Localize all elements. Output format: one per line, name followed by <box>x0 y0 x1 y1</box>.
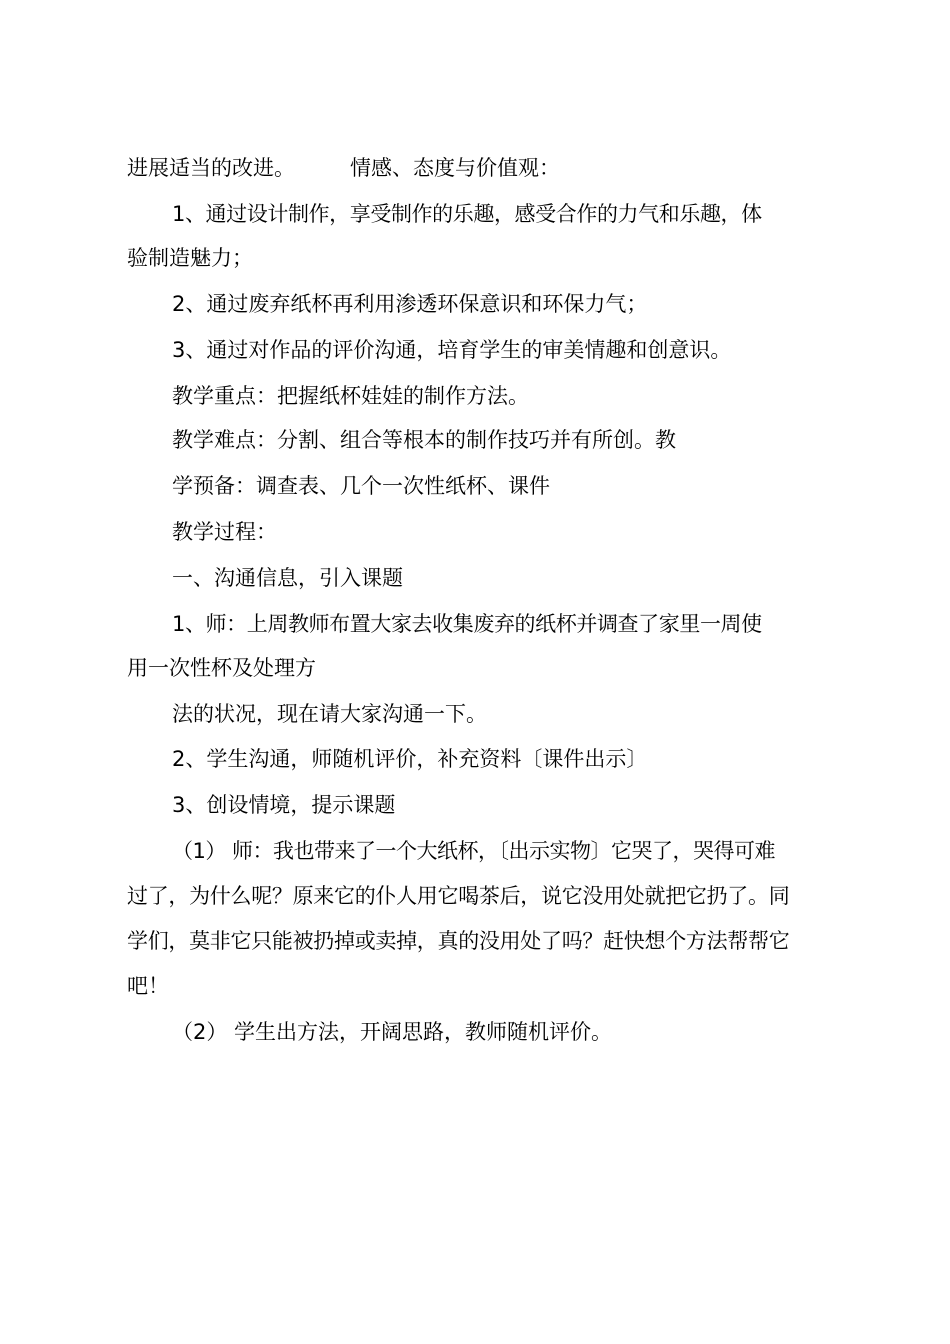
text-line: 2、通过废弃纸杯再利用渗透环保意识和环保力气； <box>172 292 648 316</box>
section-heading: 教学过程： <box>172 520 277 544</box>
text-line: 过了，为什么呢？原来它的仆人用它喝茶后，说它没用处就把它扔了。同 <box>127 884 790 908</box>
section-heading: 情感、态度与价值观： <box>350 156 560 180</box>
section-heading: 一、沟通信息，引入课题 <box>172 566 403 590</box>
text-line: （1） 师：我也带来了一个大纸杯，〔出示实物〕它哭了，哭得可难 <box>172 839 776 863</box>
text-line: 教学重点：把握纸杯娃娃的制作方法。 <box>172 384 529 408</box>
text-line: （2） 学生出方法，开阔思路，教师随机评价。 <box>172 1020 613 1044</box>
text-line: 2、学生沟通，师随机评价，补充资料〔课件出示〕 <box>172 747 648 771</box>
text-line: 吧！ <box>127 974 169 998</box>
text-line: 用一次性杯及处理方 <box>127 656 316 680</box>
text-line: 学预备：调查表、几个一次性纸杯、课件 <box>172 474 550 498</box>
text-line: 1、通过设计制作，享受制作的乐趣，感受合作的力气和乐趣，体 <box>172 202 762 226</box>
text-line: 3、通过对作品的评价沟通，培育学生的审美情趣和创意识。 <box>172 338 732 362</box>
text-line: 3、创设情境，提示课题 <box>172 793 396 817</box>
text-line: 法的状况，现在请大家沟通一下。 <box>172 702 487 726</box>
text-line: 进展适当的改进。 <box>127 156 295 180</box>
text-line: 验制造魅力； <box>127 246 253 270</box>
text-line: 1、师：上周教师布置大家去收集废弃的纸杯并调查了家里一周使 <box>172 612 762 636</box>
text-line: 教学难点：分割、组合等根本的制作技巧并有所创。教 <box>172 428 676 452</box>
text-line: 学们，莫非它只能被扔掉或卖掉，真的没用处了吗？赶快想个方法帮帮它 <box>127 929 790 953</box>
